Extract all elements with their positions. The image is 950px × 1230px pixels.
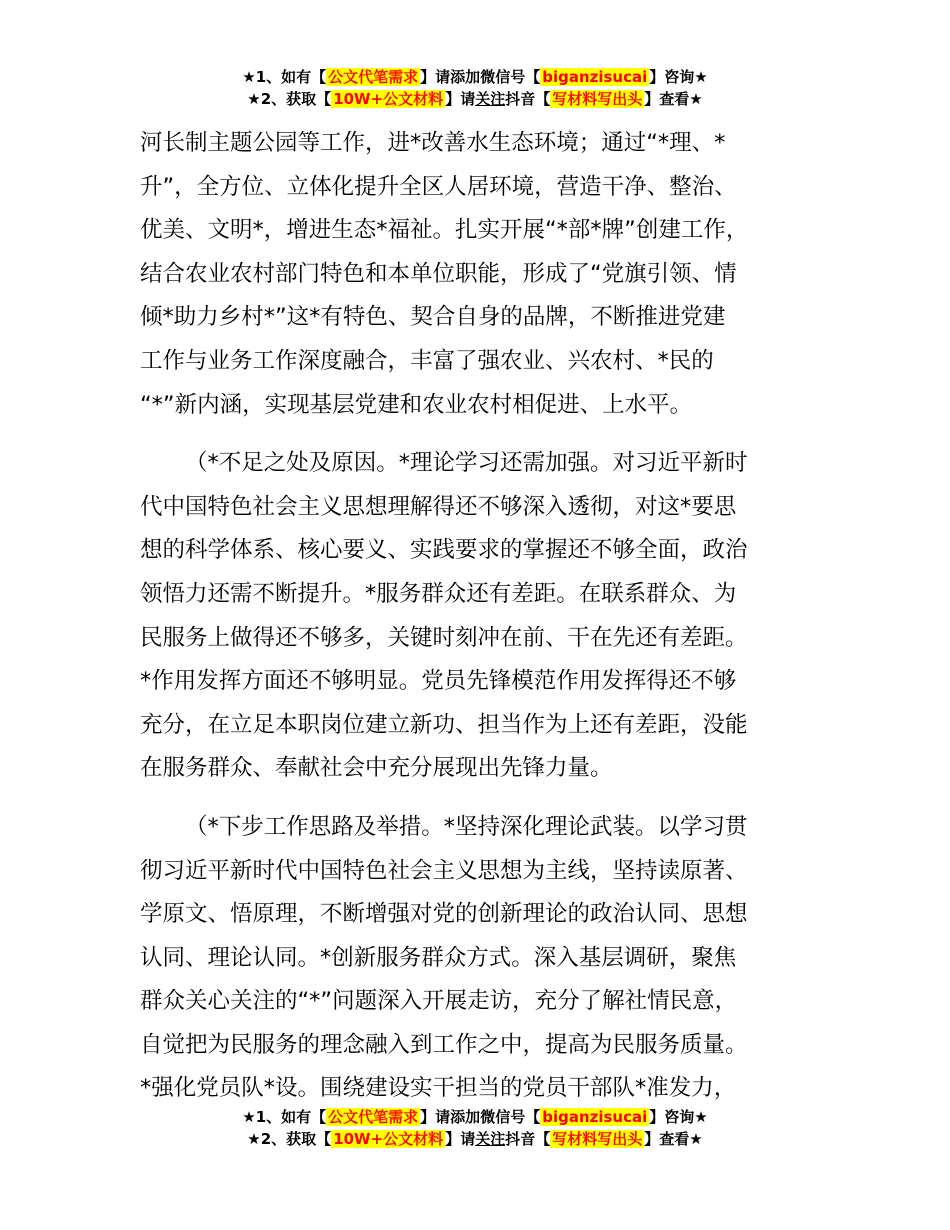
text-line: 想的科学体系、核心要义、实践要求的掌握还不够全面，政治 <box>140 537 748 564</box>
text-line: 认同、理论认同。*创新服务群众方式。深入基层调研，聚焦 <box>140 944 737 971</box>
banner-text: 】咨询★ <box>649 1108 708 1126</box>
text-line: 优美、文明*，增进生态*福祉。扎实开展“*部*牌”创建工作， <box>140 217 749 244</box>
text-line: 民服务上做得还不够多，关键时刻冲在前、干在先还有差距。 <box>140 624 748 651</box>
banner-text: ★1、如有【 <box>242 1108 327 1126</box>
highlight-wechat-id: biganzisucai <box>542 68 648 86</box>
text-line: 升”，全方位、立体化提升全区人居环境，营造干净、整治、 <box>140 173 737 200</box>
text-line: 倾*助力乡村*”这*有特色、契合自身的品牌，不断推进党建 <box>140 304 726 331</box>
banner-text: 】请添加 <box>420 68 481 86</box>
banner-underlined-text: 关注 <box>475 1130 506 1148</box>
banner-text: 】请 <box>445 90 476 108</box>
banner-text: 微信号【 <box>480 68 541 86</box>
text-line: 彻习近平新时代中国特色社会主义思想为主线，坚持读原著、 <box>140 857 748 884</box>
highlight-service: 公文代笔需求 <box>328 1108 419 1126</box>
banner-text: 微信号【 <box>480 1108 541 1126</box>
text-line: 充分，在立足本职岗位建立新功、担当作为上还有差距，没能 <box>140 711 748 738</box>
banner-underlined-text: 关注 <box>475 90 506 108</box>
text-line: 工作与业务工作深度融合，丰富了强农业、兴农村、*民的 <box>140 347 714 374</box>
banner-text: 】查看★ <box>644 90 703 108</box>
highlight-wechat-id: biganzisucai <box>542 1108 648 1126</box>
highlight-douyin: 写材料写出头 <box>552 90 643 108</box>
text-line: 河长制主题公园等工作，进*改善水生态环境；通过“*理、* <box>140 130 726 156</box>
footer-banner <box>0 1106 950 1150</box>
text-line: 自觉把为民服务的理念融入到工作之中，提高为民服务质量。 <box>140 1031 748 1058</box>
text-line: 代中国特色社会主义思想理解得还不够深入透彻，对这*要思 <box>140 493 737 520</box>
banner-text: ★2、获取【 <box>247 1130 332 1148</box>
text-line: 在服务群众、奉献社会中充分展现出先锋力量。 <box>140 755 613 782</box>
text-line: 领悟力还需不断提升。*服务群众还有差距。在联系群众、为 <box>140 580 737 607</box>
highlight-service: 公文代笔需求 <box>328 68 419 86</box>
banner-text: ★1、如有【 <box>242 68 327 86</box>
banner-line-1 <box>0 1106 950 1128</box>
banner-text: ★2、获取【 <box>247 90 332 108</box>
document-body <box>140 122 840 1111</box>
header-banner <box>0 66 950 110</box>
banner-text: 】查看★ <box>644 1130 703 1148</box>
highlight-douyin: 写材料写出头 <box>552 1130 643 1148</box>
banner-text: 】咨询★ <box>649 68 708 86</box>
text-line: 结合农业农村部门特色和本单位职能，形成了“党旗引领、情 <box>140 260 737 287</box>
banner-text: 抖音【 <box>505 90 551 108</box>
banner-line-2 <box>0 1128 950 1150</box>
banner-text: 】请 <box>445 1130 476 1148</box>
paragraph-3 <box>140 806 840 1111</box>
banner-text: 抖音【 <box>505 1130 551 1148</box>
text-line: *作用发挥方面还不够明显。党员先锋模范作用发挥得还不够 <box>140 668 737 695</box>
text-line: “*”新内涵，实现基层党建和农业农村相促进、上水平。 <box>140 391 693 418</box>
text-line: *强化党员队*设。围绕建设实干担当的党员干部队*准发力， <box>140 1075 737 1102</box>
banner-line-1 <box>0 66 950 88</box>
text-line: （*下步工作思路及举措。*坚持深化理论武装。以学习贯 <box>185 813 748 840</box>
highlight-materials: 10W+公文材料 <box>333 90 444 108</box>
banner-text: 】请添加 <box>420 1108 481 1126</box>
paragraph-1 <box>140 122 840 427</box>
banner-line-2 <box>0 88 950 110</box>
text-line: （*不足之处及原因。*理论学习还需加强。对习近平新时 <box>185 450 748 477</box>
text-line: 群众关心关注的“*”问题深入开展走访，充分了解社情民意， <box>140 988 738 1015</box>
highlight-materials: 10W+公文材料 <box>333 1130 444 1148</box>
paragraph-2 <box>140 442 840 791</box>
text-line: 学原文、悟原理，不断增强对党的创新理论的政治认同、思想 <box>140 901 748 928</box>
